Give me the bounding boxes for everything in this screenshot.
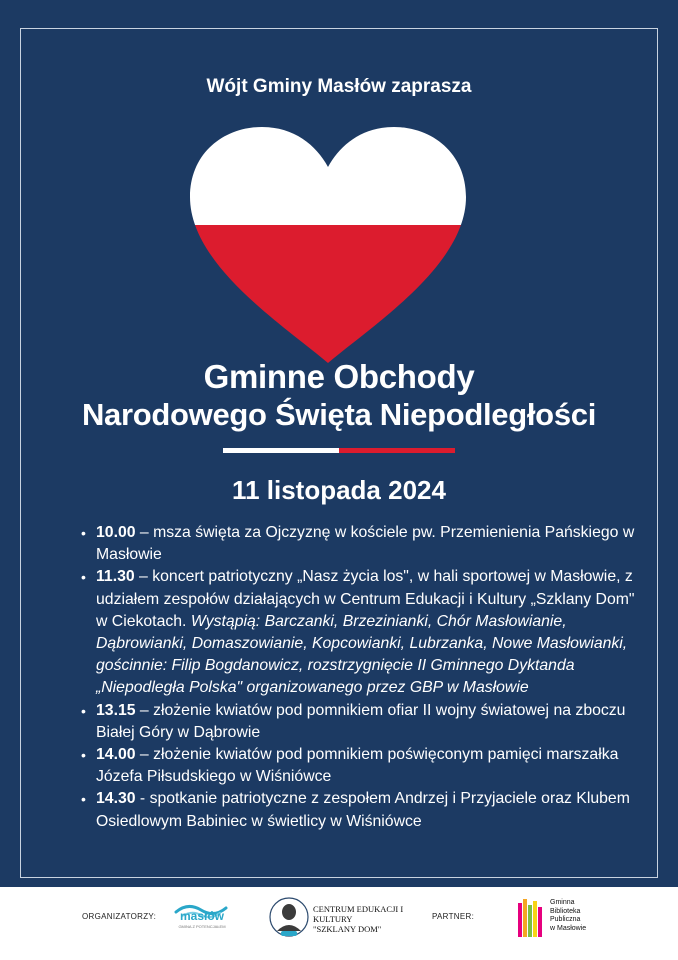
event-date: 11 listopada 2024 xyxy=(232,475,446,505)
ck-line2: "SZKLANY DOM" xyxy=(313,924,382,934)
bullet-icon: • xyxy=(81,525,86,541)
library-books-logo-icon xyxy=(518,899,546,937)
program-item xyxy=(81,744,636,788)
bullet-icon: • xyxy=(81,702,86,719)
gbp-line: w Masłowie xyxy=(550,924,587,932)
szklany-dom-portrait-logo-icon xyxy=(268,895,310,943)
sponsor-footer xyxy=(0,887,678,960)
szklany-dom-logo-text xyxy=(313,904,433,934)
program-text: - spotkanie patriotyczne z zespołem Andrzej i Przyjaciele oraz Klubem Osiedlowym Babiniec w świetlicy w Wiśniówce xyxy=(96,790,630,830)
program-item xyxy=(81,700,636,744)
program-list xyxy=(78,522,636,833)
maslow-wave-logo-icon xyxy=(170,900,232,946)
program-text: – koncert patriotyczny „Nasz życia los", w hali sportowej w Masłowie, z udziałem zespołów działających w Centrum Edukacji i Kultury „Szklany Dom" w Ciekotach. xyxy=(96,568,635,630)
divider-white-segment xyxy=(223,448,339,453)
program-text: – złożenie kwiatów pod pomnikiem ofiar II wojny światowej na zboczu Białej Góry w Dąbrowie xyxy=(96,701,626,741)
program-time: 14.30 xyxy=(96,790,136,808)
inviter-line: Wójt Gminy Masłów zaprasza xyxy=(206,76,472,97)
program-time: 11.30 xyxy=(96,568,135,586)
event-title-line1: Gminne Obchody xyxy=(203,358,475,395)
bullet-icon: • xyxy=(81,791,86,808)
ck-line1: CENTRUM EDUKACJI I KULTURY xyxy=(313,904,404,924)
program-time: 10.00 xyxy=(96,524,136,541)
gbp-line: Publiczna xyxy=(550,916,581,924)
program-time: 14.00 xyxy=(96,746,136,764)
program-performers: Wystąpią: Barczanki, Brzezinianki, Chór Masłowianie, Dąbrowianki, Domaszowianie, Kopcowianki, Lubrzanka, Nowe Masłowianki, gościnnie: Filip Bogdanowicz, rozstrzygnięcie II Gminnego Dyktanda „Niepodległa Polska" organizowanego przez GBP w Masłowie xyxy=(96,612,628,697)
program-item xyxy=(81,788,636,832)
maslow-logo-tagline: GMINA Z POTENCJAŁEM xyxy=(178,924,226,929)
bullet-icon: • xyxy=(81,747,86,764)
maslow-logo-name: masłów xyxy=(179,909,224,923)
gbp-line: Biblioteka xyxy=(550,907,581,915)
program-text: – msza święta za Ojczyznę w kościele pw. Przemienienia Pańskiego w Masłowie xyxy=(96,524,635,564)
partner-label: PARTNER: xyxy=(432,912,475,921)
program-time: 13.15 xyxy=(96,701,136,719)
program-item xyxy=(81,566,636,699)
program-item xyxy=(81,522,636,566)
organizers-label: ORGANIZATORZY: xyxy=(82,912,157,921)
divider-red-segment xyxy=(339,448,455,453)
program-text: – złożenie kwiatów pod pomnikiem poświęconym pamięci marszałka Józefa Piłsudskiego w Wiśniówce xyxy=(96,746,619,786)
bullet-icon: • xyxy=(81,569,86,586)
gbp-line: Gminna xyxy=(550,899,575,906)
library-logo-text xyxy=(550,899,620,933)
flag-divider xyxy=(223,448,455,453)
polish-flag-heart-icon xyxy=(188,125,468,365)
event-title-line2: Narodowego Święta Niepodległości xyxy=(81,397,597,432)
